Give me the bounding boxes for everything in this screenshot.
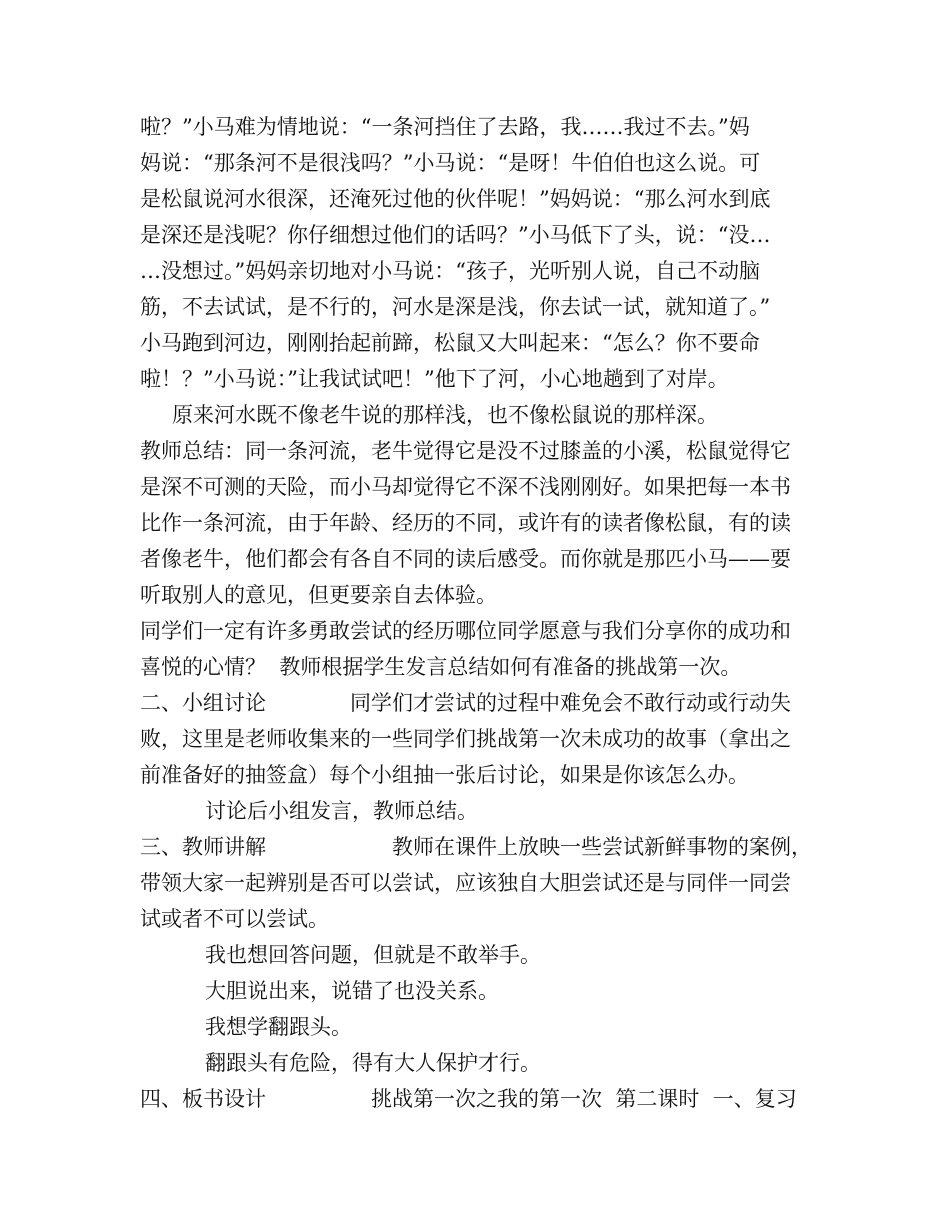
text-line: 我也想回答问题，但就是不敢举手。 (205, 943, 541, 967)
text-line: 试或者不可以尝试。 (140, 907, 329, 931)
text-line: 带领大家一起辨别是否可以尝试，应该独自大胆尝试还是与同伴一同尝 (140, 871, 791, 895)
text-line: 筋，不去试试，是不行的，河水是深是浅，你去试一试，就知道了。” (140, 295, 771, 319)
text-line: …没想过。”妈妈亲切地对小马说：“孩子，光听别人说，自己不动脑 (140, 259, 760, 283)
text-line: 啦！？”小马说：”让我试试吧！”他下了河，小心地趟到了对岸。 (140, 367, 729, 391)
text-line: 翻跟头有危险，得有大人保护才行。 (205, 1051, 541, 1075)
text-line: 是松鼠说河水很深，还淹死过他的伙伴呢！”妈妈说：“那么河水到底 (140, 187, 771, 211)
text-line: 听取别人的意见，但更要亲自去体验。 (140, 583, 497, 607)
text-line: 妈说：“那条河不是很浅吗？”小马说：“是呀！牛伯伯也这么说。可 (140, 151, 761, 175)
text-line: 同学们一定有许多勇敢尝试的经历哪位同学愿意与我们分享你的成功和 (140, 619, 791, 643)
section-heading: 三、教师讲解 (140, 835, 266, 859)
section-heading-line (140, 1086, 830, 1113)
text-line: 教师在课件上放映一些尝试新鲜事物的案例， (392, 835, 812, 859)
text-line: 原来河水既不像老牛说的那样浅，也不像松鼠说的那样深。 (172, 403, 718, 427)
text-line: 是深还是浅呢？你仔细想过他们的话吗？”小马低下了头，说：“没… (140, 223, 771, 247)
section-heading: 四、板书设计 (140, 1087, 266, 1111)
text-line: 小马跑到河边，刚刚抬起前蹄，松鼠又大叫起来：“怎么？你不要命 (140, 331, 760, 355)
text-line: 喜悦的心情？ 教师根据学生发言总结如何有准备的挑战第一次。 (140, 655, 742, 679)
section-heading: 二、小组讨论 (140, 691, 266, 715)
text-line: 大胆说出来，说错了也没关系。 (205, 979, 499, 1003)
text-line: 败，这里是老师收集来的一些同学们挑战第一次未成功的故事（拿出之 (140, 727, 791, 751)
text-line: 是深不可测的天险，而小马却觉得它不深不浅刚刚好。如果把每一本书 (140, 475, 791, 499)
text-line: 挑战第一次之我的第一次 第二课时 一、复习 (371, 1087, 797, 1111)
text-line: 啦？”小马难为情地说：“一条河挡住了去路，我……我过不去。”妈 (140, 115, 750, 139)
text-line: 讨论后小组发言，教师总结。 (205, 799, 478, 823)
text-line: 比作一条河流，由于年龄、经历的不同，或许有的读者像松鼠，有的读 (140, 511, 791, 535)
section-heading-line (140, 690, 830, 717)
text-line: 同学们才尝试的过程中难免会不敢行动或行动失 (350, 691, 791, 715)
text-line: 者像老牛，他们都会有各自不同的读后感受。而你就是那匹小马——要 (140, 547, 791, 571)
text-line: 前准备好的抽签盒）每个小组抽一张后讨论，如果是你该怎么办。 (140, 763, 749, 787)
section-heading-line (140, 834, 830, 861)
text-line: 我想学翻跟头。 (205, 1015, 352, 1039)
text-line: 教师总结：同一条河流，老牛觉得它是没不过膝盖的小溪，松鼠觉得它 (140, 439, 791, 463)
